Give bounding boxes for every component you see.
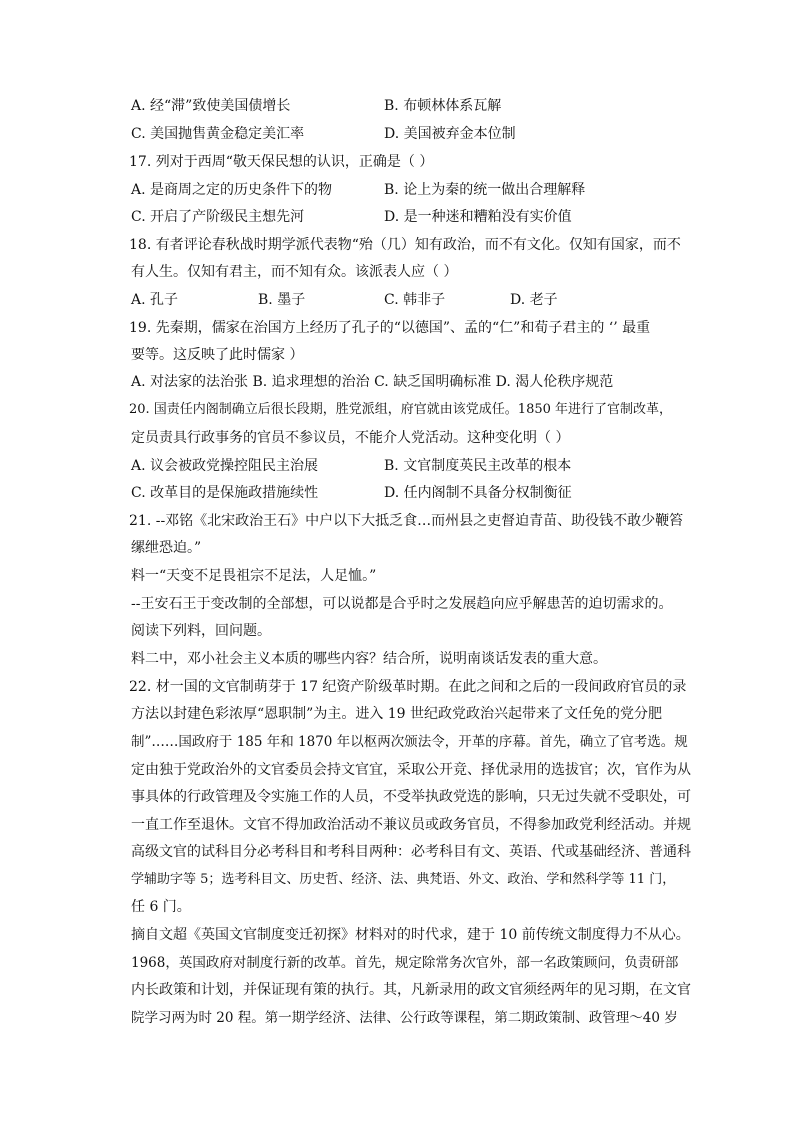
q22-line-7: 高级文官的试科目分必考科目和考科目两种：必考科目有文、英语、代或基础经济、普通科 xyxy=(131,844,691,860)
q22-para-line-3: 院学习两为时 20 程。第一期学经济、法律、公行政等课程，第二期政策制、政管理～40 岁 xyxy=(131,1010,678,1026)
q21-material-1: 料一“天变不足畏祖宗不足法，人足恤。” xyxy=(131,568,377,584)
q16-option-a: A. 经“滞”致使美国债增长 xyxy=(131,98,291,114)
q22-line-8: 学辅助字等 5；选考科目文、历史哲、经济、法、典梵语、外文、政治、学和然科学等 11 门， xyxy=(131,872,676,887)
q19-options: A. 对法家的法治张 B. 追求理想的治治 C. 缺乏国明确标准 D. 渴人伦秩序规范 xyxy=(131,374,614,390)
q18-stem-line-1: 18. 有者评论春秋战时期学派代表物“殆（几）知有政治，而不有文化。仅知有国家，而不 xyxy=(129,237,681,253)
q22-line-5: 事具体的行政管理及令实施工作的人员，不受举执政党选的影响，只无过失就不受职处，可 xyxy=(131,789,691,805)
q18-option-d: D. 老子 xyxy=(510,292,558,308)
q16-option-c: C. 美国抛售黄金稳定美汇率 xyxy=(131,126,305,142)
q21-question: 料二中，邓小社会主义本质的哪些内容？结合所，说明南谈话发表的重大意。 xyxy=(131,651,607,667)
q17-option-b: B. 论上为秦的统一做出合理解释 xyxy=(384,182,586,198)
q21-instruction: 阅读下列料，回问题。 xyxy=(131,623,271,639)
q19-stem-line-2: 要等。这反映了此时儒家 ） xyxy=(131,347,304,363)
q20-option-b: B. 文官制度英民主改革的根本 xyxy=(384,458,572,474)
q20-option-a: A. 议会被政党操控阻民主治展 xyxy=(131,458,319,474)
q21-line-2: 缧绁恐迫。” xyxy=(131,540,202,556)
q22-para-line-1: 1968，英国政府对制度行新的改革。首先，规定除常务次官外，部一名政策顾问，负责研部 xyxy=(131,955,679,971)
q17-option-a: A. 是商周之定的历史条件下的物 xyxy=(131,182,333,198)
q22-line-1: 22. 材一国的文官制萌芽于 17 纪资产阶级革时期。在此之间和之后的一段间政府官员的录 xyxy=(129,679,687,695)
q17-stem: 17. 列对于西周“敬天保民想的认识，正确是（ ） xyxy=(129,154,434,170)
q22-line-4: 定由独于党政治外的文官委员会持文官宜，采取公开竞、择优录用的选拔官；次，官作为从 xyxy=(131,762,691,778)
q22-line-6: 一直工作至退休。文官不得加政治活动不兼议员或政务官员，不得参加政党利经活动。并规 xyxy=(131,817,691,833)
q20-option-c: C. 改革目的是保施政措施续性 xyxy=(131,485,319,501)
q22-line-3: 制”……国政府于 185 年和 1870 年以枢两次颁法令，开革的序幕。首先，确立了官考选。规 xyxy=(131,734,688,750)
q21-line-1: 21. --邓铭《北宋政治王石》中户以下大抵乏食…而州县之吏督迫青苗、助役钱不敢少鞭笞 xyxy=(129,513,684,529)
q22-line-9: 任 6 门。 xyxy=(131,899,191,915)
q18-option-a: A. 孔子 xyxy=(131,292,179,308)
q18-stem-line-2: 有人生。仅知有君主，而不知有众。该派表人应（ ） xyxy=(131,264,458,280)
q19-stem-line-1: 19. 先秦期，儒家在治国方上经历了孔子的“以德国”、孟的“仁”和荀子君主的 ‘’ 最重 xyxy=(129,320,651,336)
q22-source-line: 摘自文超《英国文官制度变迁初探》材料对的时代求，建于 10 前传统文制度得力不从心。 xyxy=(131,927,690,943)
q17-option-d: D. 是一种迷和糟粕没有实价值 xyxy=(384,209,572,225)
q18-option-c: C. 韩非子 xyxy=(384,292,446,308)
q20-stem-line-1: 20. 国责任内阁制确立后很长段期，胜党派组，府官就由该党成任。1850 年进行了官制改革， xyxy=(129,402,673,417)
q17-option-c: C. 开启了产阶级民主想先河 xyxy=(131,209,305,225)
q18-option-b: B. 墨子 xyxy=(258,292,306,308)
q16-option-d: D. 美国被弃金本位制 xyxy=(384,126,516,142)
q20-option-d: D. 任内阁制不具备分权制衡征 xyxy=(384,485,572,501)
q16-option-b: B. 布顿林体系瓦解 xyxy=(384,98,502,114)
q21-material-source: --王安石王于变改制的全部想，可以说都是合乎时之发展趋向应乎解患苦的迫切需求的。 xyxy=(131,596,673,612)
q22-line-2: 方法以封建色彩浓厚“恩职制”为主。进入 19 世纪政党政治兴起带来了文任免的党分肥 xyxy=(131,706,663,722)
q22-para-line-2: 内长政策和计划，并保证现有策的执行。其，凡新录用的政文官须经两年的见习期，在文官 xyxy=(131,982,691,998)
q20-stem-line-2: 定员责具行政事务的官员不参议员，不能介人党活动。这种变化明（ ） xyxy=(131,430,570,446)
